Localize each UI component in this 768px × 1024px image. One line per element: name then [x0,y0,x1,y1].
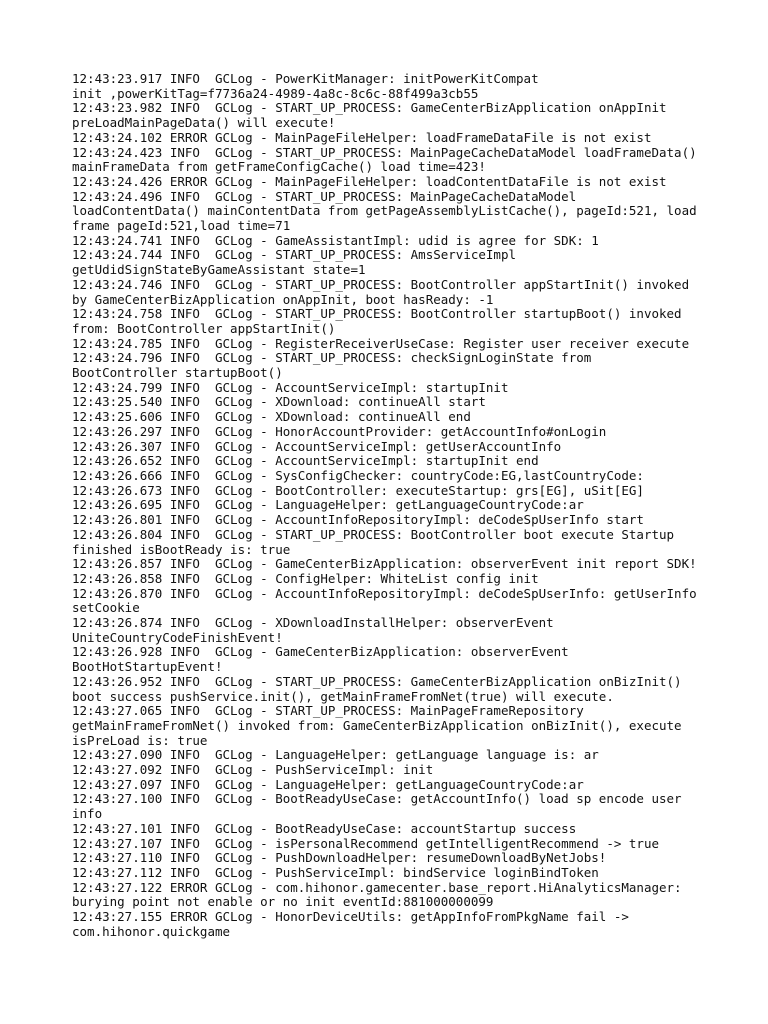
log-line: 12:43:26.952 INFO GCLog - START_UP_PROCESS: GameCenterBizApplication onBizInit() [72,673,682,689]
log-line: 12:43:23.917 INFO GCLog - PowerKitManager: initPowerKitCompat [72,71,539,86]
log-line: boot success pushService.init(), getMainFrameFromNet(true) will execute. [72,688,614,704]
log-line: 12:43:27.092 INFO GCLog - PushServiceImpl: init [72,762,434,778]
log-line: from: BootController appStartInit() [72,320,336,336]
log-line: burying point not enable or no init eventId:881000000099 [72,894,494,910]
log-line: 12:43:27.090 INFO GCLog - LanguageHelper: getLanguage language is: ar [72,747,599,763]
log-line: 12:43:24.758 INFO GCLog - START_UP_PROCESS: BootController startupBoot() invoked [72,306,682,322]
log-line: 12:43:27.112 INFO GCLog - PushServiceImpl: bindService loginBindToken [72,864,599,880]
log-line: 12:43:26.652 INFO GCLog - AccountServiceImpl: startupInit end [72,453,539,469]
log-line: 12:43:27.155 ERROR GCLog - HonorDeviceUtils: getAppInfoFromPkgName fail -> [72,909,629,925]
log-line: 12:43:26.673 INFO GCLog - BootController: executeStartup: grs[EG], uSit[EG] [72,482,644,498]
log-line: 12:43:26.801 INFO GCLog - AccountInfoRepositoryImpl: deCodeSpUserInfo start [72,512,644,528]
log-line: 12:43:26.858 INFO GCLog - ConfigHelper: WhiteList config init [72,570,539,586]
log-line: 12:43:23.982 INFO GCLog - START_UP_PROCESS: GameCenterBizApplication onAppInit [72,100,667,116]
log-line: frame pageId:521,load time=71 [72,218,291,234]
log-line: mainFrameData from getFrameConfigCache() load time=423! [72,159,486,175]
log-line: com.hihonor.quickgame [72,923,231,939]
log-line: 12:43:27.110 INFO GCLog - PushDownloadHelper: resumeDownloadByNetJobs! [72,850,607,866]
log-line: 12:43:26.666 INFO GCLog - SysConfigChecker: countryCode:EG,lastCountryCode: [72,467,644,483]
log-line: 12:43:24.741 INFO GCLog - GameAssistantImpl: udid is agree for SDK: 1 [72,232,599,248]
log-line: 12:43:27.122 ERROR GCLog - com.hihonor.gamecenter.base_report.HiAnalyticsManager: [72,879,682,895]
log-line: UniteCountryCodeFinishEvent! [72,629,283,645]
log-line: by GameCenterBizApplication onAppInit, boot hasReady: -1 [72,291,494,307]
log-line: 12:43:26.928 INFO GCLog - GameCenterBizApplication: observerEvent [72,644,569,660]
log-line: info [72,806,103,822]
log-line: getUdidSignStateByGameAssistant state=1 [72,262,366,278]
log-line: 12:43:24.744 INFO GCLog - START_UP_PROCESS: AmsServiceImpl [72,247,517,263]
log-line: 12:43:24.796 INFO GCLog - START_UP_PROCESS: checkSignLoginState from [72,350,592,366]
log-line: 12:43:24.746 INFO GCLog - START_UP_PROCESS: BootController appStartInit() invoked [72,276,690,292]
log-line: setCookie [72,600,140,616]
log-line: 12:43:24.102 ERROR GCLog - MainPageFileHelper: loadFrameDataFile is not exist [72,129,652,145]
log-line: 12:43:26.804 INFO GCLog - START_UP_PROCESS: BootController boot execute Startup [72,526,675,542]
log-line: 12:43:26.297 INFO GCLog - HonorAccountProvider: getAccountInfo#onLogin [72,423,607,439]
log-line: 12:43:26.857 INFO GCLog - GameCenterBizApplication: observerEvent init report SDK! [72,556,697,572]
log-line: getMainFrameFromNet() invoked from: GameCenterBizApplication onBizInit(), execute [72,717,682,733]
log-document [72,72,712,939]
log-line: 12:43:26.307 INFO GCLog - AccountServiceImpl: getUserAccountInfo [72,438,562,454]
log-line: 12:43:26.874 INFO GCLog - XDownloadInstallHelper: observerEvent [72,615,554,631]
log-line: isPreLoad is: true [72,732,208,748]
log-line: 12:43:24.799 INFO GCLog - AccountServiceImpl: startupInit [72,379,509,395]
log-line: 12:43:24.423 INFO GCLog - START_UP_PROCESS: MainPageCacheDataModel loadFrameData() [72,144,697,160]
log-line: 12:43:24.426 ERROR GCLog - MainPageFileHelper: loadContentDataFile is not exist [72,173,667,189]
log-line: 12:43:26.870 INFO GCLog - AccountInfoRepositoryImpl: deCodeSpUserInfo: getUserInfo [72,585,697,601]
log-line: 12:43:25.606 INFO GCLog - XDownload: continueAll end [72,409,471,425]
log-line: 12:43:27.100 INFO GCLog - BootReadyUseCase: getAccountInfo() load sp encode user [72,791,682,807]
log-line: finished isBootReady is: true [72,541,291,557]
log-line: 12:43:25.540 INFO GCLog - XDownload: continueAll start [72,394,486,410]
log-line: 12:43:24.785 INFO GCLog - RegisterReceiverUseCase: Register user receiver execute [72,335,690,351]
log-line: 12:43:27.107 INFO GCLog - isPersonalRecommend getIntelligentRecommend -> true [72,835,659,851]
log-line: 12:43:26.695 INFO GCLog - LanguageHelper: getLanguageCountryCode:ar [72,497,584,513]
log-line: preLoadMainPageData() will execute! [72,115,336,131]
log-line: 12:43:24.496 INFO GCLog - START_UP_PROCESS: MainPageCacheDataModel [72,188,577,204]
log-line: BootController startupBoot() [72,365,283,381]
log-line: init ,powerKitTag=f7736a24-4989-4a8c-8c6c-88f499a3cb55 [72,85,479,101]
log-line: 12:43:27.101 INFO GCLog - BootReadyUseCase: accountStartup success [72,820,577,836]
log-line: 12:43:27.097 INFO GCLog - LanguageHelper: getLanguageCountryCode:ar [72,776,584,792]
log-line: loadContentData() mainContentData from getPageAssemblyListCache(), pageId:521, load [72,203,697,219]
log-line: 12:43:27.065 INFO GCLog - START_UP_PROCESS: MainPageFrameRepository [72,703,584,719]
log-line: BootHotStartupEvent! [72,659,223,675]
